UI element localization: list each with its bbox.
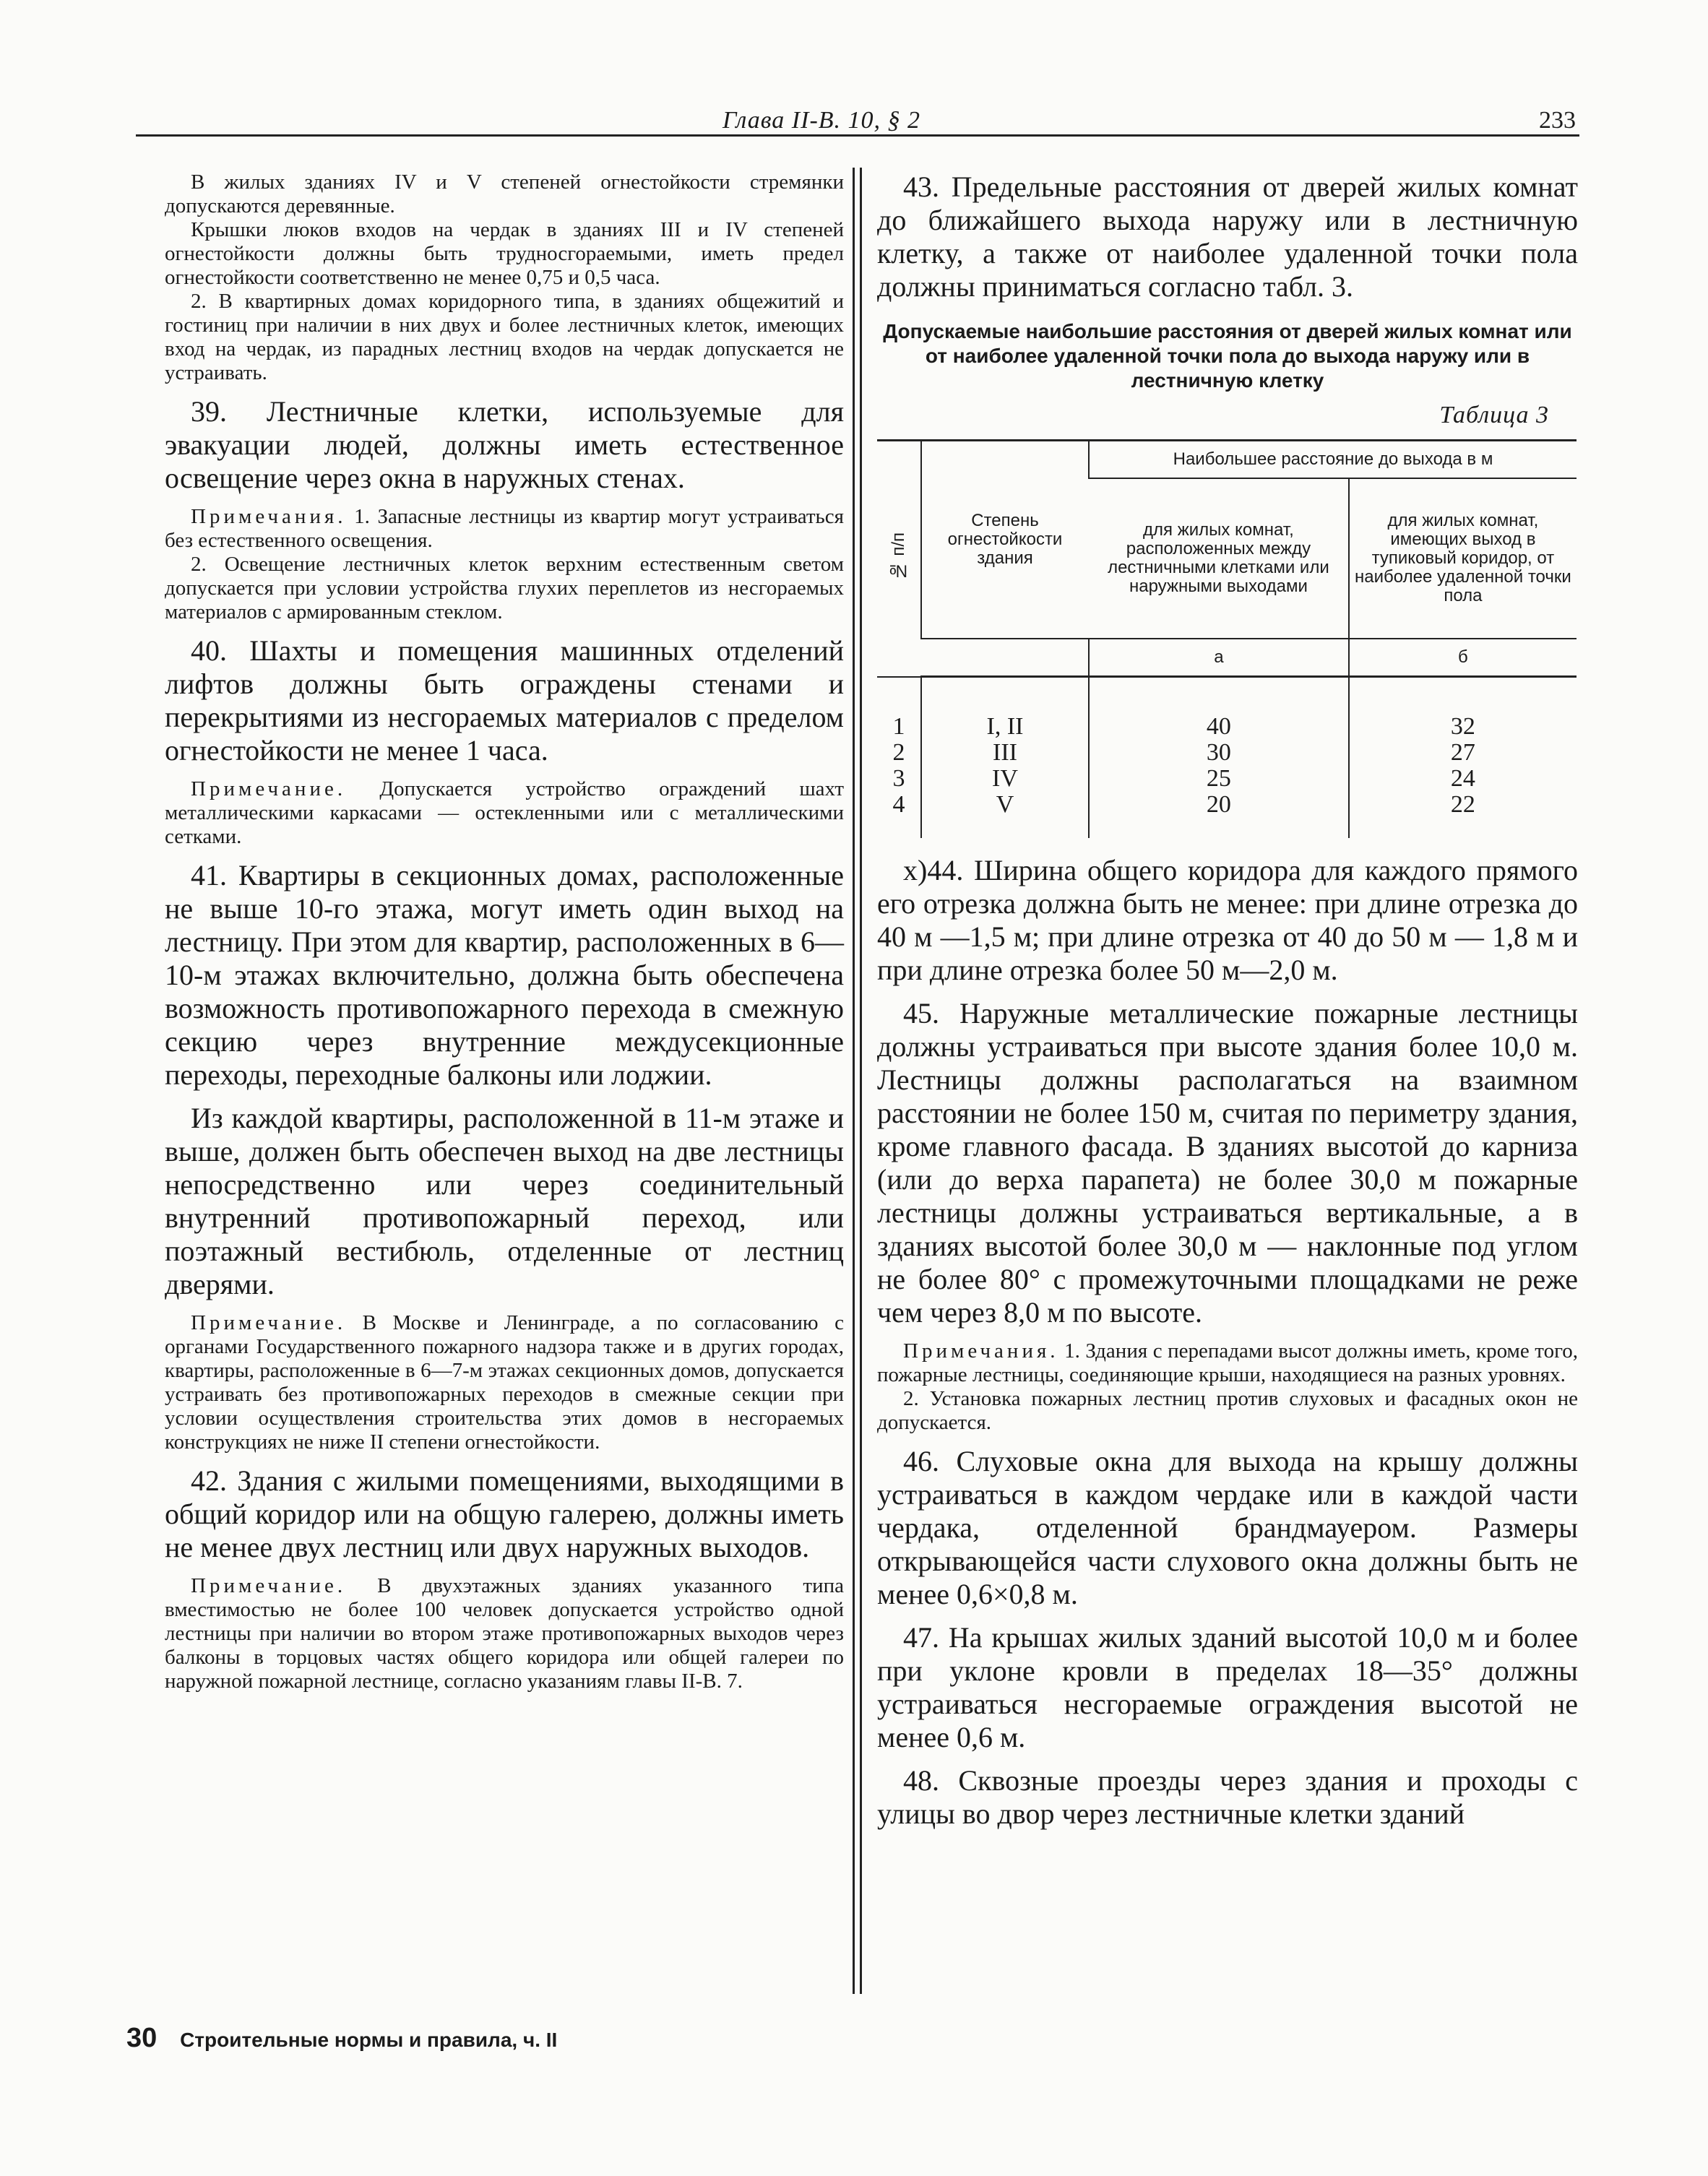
note-paragraph	[877, 1387, 1578, 1435]
table-cell-n: 3	[892, 765, 905, 792]
note-paragraph	[165, 777, 844, 849]
table-subheader-a: а	[1089, 639, 1349, 677]
norms-table	[877, 439, 1577, 838]
paragraph-text: 1. Запасные лестницы из квартир могут устраиваться без естественного освещения.	[165, 505, 844, 552]
paragraph	[877, 1621, 1578, 1754]
note-label: Примечания.	[191, 505, 347, 528]
header-rule	[136, 134, 1579, 137]
table-header-degree: Степень огнестойкости здания	[921, 441, 1089, 639]
right-column-bottom	[877, 854, 1578, 1831]
paragraph-text: Крышки люков входов на чердак в зданиях III и IV степеней огнестойкости должны быть трудносгораемыми, иметь предел огнестойкости соответственно не менее 0,75 и 0,5 часа.	[165, 218, 844, 289]
note-paragraph	[165, 290, 844, 385]
paragraph-text: 1. Здания с перепадами высот должны иметь, кроме того, пожарные лестницы, соединяющие крыши, находящиеся на разных уровнях.	[877, 1339, 1578, 1386]
note-label: Примечание.	[191, 777, 347, 800]
table-header-number: № п/п	[877, 441, 921, 677]
paragraph-text: 46. Слуховые окна для выхода на крышу должны устраиваться в каждом чердаке или в каждой части чердака, отделенной брандмауером. Размеры открывающейся части слухового окна должны быть не менее 0,6×0,8 м.	[877, 1445, 1578, 1610]
note-paragraph	[165, 1574, 844, 1693]
running-head: Глава II-В. 10, § 2	[723, 107, 921, 134]
note-paragraph	[165, 218, 844, 290]
table-cell-b: 27	[1349, 740, 1577, 766]
paragraph-text: В жилых зданиях IV и V степеней огнестойкости стремянки допускаются деревянные.	[165, 170, 844, 217]
paragraph-text: Из каждой квартиры, расположенной в 11-м этаже и выше, должен быть обеспечен выход на две лестницы непосредственно или через соединительный внутренний противопожарный переход, или поэтажный вестибюль, отделенные от лестниц дверями.	[165, 1102, 844, 1300]
table-cell-degree: V	[921, 792, 1089, 838]
table-cell-a: 25	[1089, 766, 1349, 792]
paragraph	[877, 1764, 1578, 1831]
paragraph	[877, 997, 1578, 1329]
table-row	[877, 792, 1577, 838]
table-cell-degree: III	[921, 740, 1089, 766]
column-divider-right	[860, 168, 862, 1994]
paragraph-text: В Москве и Ленинграде, а по согласованию с органами Государственного пожарного надзора также и в других городах, квартиры, расположенные в 6—7-м этажах секционных домов, допускается устраивать без противопожарных переходов в смежные секции при условии осуществления строительства этих домов в несгораемых конструкциях не ниже II степени огнестойкости.	[165, 1311, 844, 1454]
note-label: Примечание.	[191, 1574, 347, 1597]
table-cell-n: 2	[892, 739, 905, 766]
table-title: Допускаемые наибольшие расстояния от дверей жилых комнат или от наиболее удаленной точки пола до выхода наружу или в лестничную клетку	[883, 320, 1572, 392]
table-body	[877, 677, 1577, 839]
paragraph	[877, 854, 1578, 987]
paragraph-text: 2. Освещение лестничных клеток верхним естественным светом допускается при условии устройства глухих переплетов из несгораемых материалов с армированным стеклом.	[165, 553, 844, 623]
paragraph	[165, 859, 844, 1092]
paragraph-text: 2. Установка пожарных лестниц против слуховых и фасадных окон не допускается.	[877, 1387, 1578, 1434]
note-paragraph	[165, 1311, 844, 1454]
table-subheader-b: б	[1349, 639, 1577, 677]
table-cell-a: 20	[1089, 792, 1349, 838]
paragraph-text: 39. Лестничные клетки, используемые для эвакуации людей, должны иметь естественное освещение через окна в наружных стенах.	[165, 395, 844, 494]
table-cell-b: 22	[1349, 792, 1577, 838]
paragraph-text: 40. Шахты и помещения машинных отделений лифтов должны быть ограждены стенами и перекрытиями из несгораемых материалов с пределом огнестойкости не менее 1 часа.	[165, 634, 844, 767]
table-row	[877, 740, 1577, 766]
right-column	[877, 170, 1578, 1831]
table-cell-n: 4	[892, 791, 905, 818]
table-cell-a: 40	[1089, 677, 1349, 741]
paragraph-text: Допускается устройство ограждений шахт металлическими каркасами — остекленными или с металлическими сетками.	[165, 777, 844, 848]
table-cell-n: 1	[892, 712, 905, 740]
paragraph-text: 47. На крышах жилых зданий высотой 10,0 м и более при уклоне кровли в пределах 18—35° должны устраиваться несгораемые ограждения высотой не менее 0,6 м.	[877, 1621, 1578, 1753]
paragraph	[165, 395, 844, 495]
table-cell-b: 24	[1349, 766, 1577, 792]
column-divider-left	[853, 168, 855, 1994]
table-row	[877, 677, 1577, 741]
table-header-col-a: для жилых комнат, расположенных между лестничными клетками или наружными выходами	[1089, 478, 1349, 639]
note-paragraph	[877, 1339, 1578, 1387]
paragraph	[165, 634, 844, 767]
table-cell-degree: I, II	[921, 677, 1089, 741]
footer-title: Строительные нормы и правила, ч. II	[180, 2029, 558, 2051]
paragraph	[165, 1102, 844, 1301]
table-label: Таблица 3	[1439, 402, 1549, 428]
page-number: 233	[1539, 107, 1576, 134]
paragraph-text: x)44. Ширина общего коридора для каждого прямого его отрезка должна быть не менее: при длине отрезка до 40 м —1,5 м; при длине отрезка от 40 до 50 м — 1,8 м и при длине отрезка более 50 м—2,0 м.	[877, 854, 1578, 986]
note-label: Примечание.	[191, 1311, 347, 1334]
note-paragraph	[165, 553, 844, 624]
table-cell-degree: IV	[921, 766, 1089, 792]
paragraph	[877, 170, 1578, 303]
right-column-top	[877, 170, 1578, 303]
table-cell-a: 30	[1089, 740, 1349, 766]
paragraph	[877, 1445, 1578, 1611]
paragraph-text: В двухэтажных зданиях указанного типа вместимостью не более 100 человек допускается устройство одной лестницы при наличии во втором этаже противопожарных выходов через балконы в торцовых частях общего коридора или общей галереи по наружной пожарной лестнице, согласно указаниям главы II-В. 7.	[165, 1574, 844, 1693]
table-header-group: Наибольшее расстояние до выхода в м	[1089, 441, 1577, 479]
left-column	[165, 170, 844, 1693]
table-header-col-b: для жилых комнат, имеющих выход в тупиковый коридор, от наиболее удаленной точки пола	[1349, 478, 1577, 639]
paragraph-text: 48. Сквозные проезды через здания и проходы с улицы во двор через лестничные клетки зданий	[877, 1764, 1578, 1830]
footer-page-number: 30	[126, 2023, 158, 2053]
paragraph-text: 42. Здания с жилыми помещениями, выходящими в общий коридор или на общую галерею, должны иметь не менее двух лестниц или двух наружных выходов.	[165, 1464, 844, 1563]
note-paragraph	[165, 505, 844, 553]
table-cell-b: 32	[1349, 677, 1577, 741]
paragraph-text: 41. Квартиры в секционных домах, расположенные не выше 10-го этажа, могут иметь один выход на лестницу. При этом для квартир, расположенных в 6—10-м этажах включительно, должна быть обеспечена возможность противопожарного перехода в смежную секцию через внутренние междусекционные переходы, переходные балконы или лоджии.	[165, 859, 844, 1091]
page-footer	[126, 2023, 557, 2054]
note-label: Примечания.	[903, 1339, 1059, 1363]
paragraph-text: 45. Наружные металлические пожарные лестницы должны устраиваться при высоте здания более 10,0 м. Лестницы должны располагаться на взаимном расстоянии не более 150 м, считая по периметру здания, кроме главного фасада. В зданиях высотой до карниза (или до верха парапета) не более 30,0 м пожарные лестницы должны устраиваться вертикальные, а в зданиях высотой более 30,0 м — наклонные под углом не более 80° с промежуточными площадками не реже чем через 8,0 м по высоте.	[877, 997, 1578, 1329]
table-row	[877, 766, 1577, 792]
note-paragraph	[165, 170, 844, 218]
paragraph-text: 43. Предельные расстояния от дверей жилых комнат до ближайшего выхода наружу или в лестничную клетку, а также от наиболее удаленной точки пола должны приниматься согласно табл. 3.	[877, 170, 1578, 303]
paragraph	[165, 1464, 844, 1564]
paragraph-text: 2. В квартирных домах коридорного типа, в зданиях общежитий и гостиниц при наличии в них двух и более лестничных клеток, имеющих вход на чердак, из парадных лестниц входов на чердак допускается не устраивать.	[165, 290, 844, 384]
